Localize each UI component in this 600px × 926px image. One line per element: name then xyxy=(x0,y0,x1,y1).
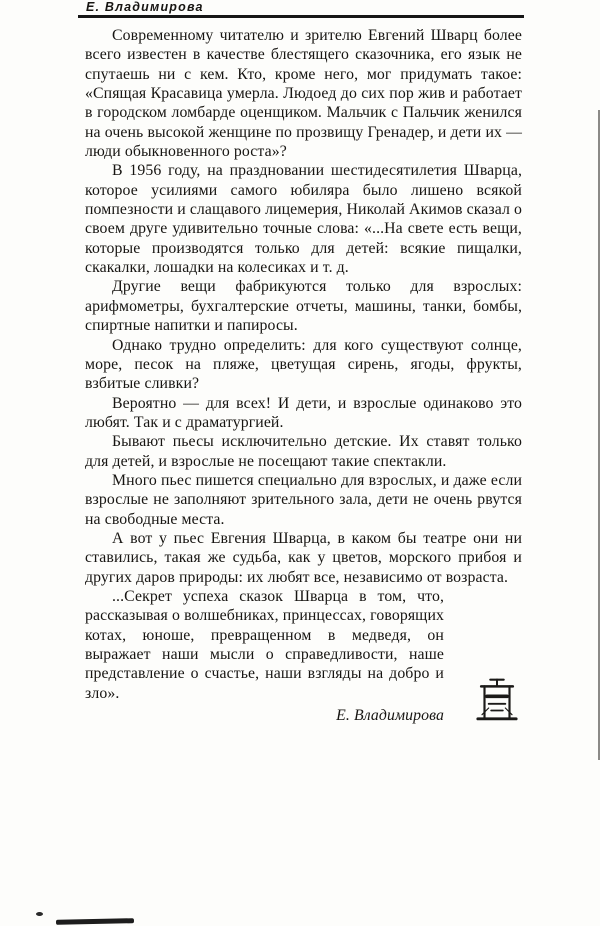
paragraph-adult-plays: Много пьес пишется специально для взрослых, и даже если взрослые не заполняют зрительного зала, дети не очень рвутся на свободные места. xyxy=(85,471,522,528)
page-header xyxy=(78,0,524,18)
header-rule xyxy=(78,15,524,18)
text-block xyxy=(85,26,522,727)
paragraph-adult-things: Другие вещи фабрикуются только для взрослых: арифмометры, бухгалтерские отчеты, машины, танки, бомбы, спиртные напитки и папиросы. xyxy=(85,278,522,335)
scan-artifact-speck xyxy=(36,912,43,916)
running-header-author: Е. Владимирова xyxy=(86,0,204,14)
paragraph-shvarts-plays: А вот у пьес Евгения Шварца, в каком бы театре они ни ставились, такая же судьба, как у цветов, морского прибоя и других даров природы: их любят все, независимо от возраста. xyxy=(85,529,522,586)
ink-stamp-icon xyxy=(472,673,522,723)
scan-artifact-bottom-streak xyxy=(56,918,134,925)
paragraph-secret: ...Секрет успеха сказок Шварца в том, что, рассказывая о волшебниках, принцессах, говорящих котах, юноше, превращенном в медведя, он выражает наши мысли о справедливости, наше представление о счастье, наши взгляды на добро и зло». xyxy=(85,587,444,702)
paragraph-intro: Современному читателю и зрителю Евгений Шварц более всего известен в качестве блестящего сказочника, его язык не спутаешь ни с кем. Кто, кроме него, мог придумать такое: «Спящая Красавица умерла. Людоед до сих пор жив и работает в городском ломбарде оценщиком. Мальчик с Пальчик женился на очень высокой женщине по прозвищу Гренадер, и дети их — люди обыкновенного роста»? xyxy=(85,27,522,161)
ink-stamp-figure xyxy=(450,587,522,727)
paragraph-children-plays: Бывают пьесы исключительно детские. Их ставят только для детей, и взрослые не посещают такие спектакли. xyxy=(85,433,522,470)
paragraph-for-all: Вероятно — для всех! И дети, и взрослые одинаково это любят. Так и с драматургией. xyxy=(85,394,522,431)
paragraph-for-whom: Однако трудно определить: для кого существуют солнце, море, песок на пляже, цветущая сирень, ягоды, фрукты, взбитые сливки? xyxy=(85,336,522,393)
paragraph-anniversary: В 1956 году, на праздновании шестидесятилетия Шварца, которое усилиями самого юбиляра было лишено всякой помпезности и слащавого лицемерия, Николай Акимов сказал о своем друге удивительно точные слова: «...На свете есть вещи, которые производятся только для детей: всякие пищалки, скакалки, лошадки на колесиках и т. д. xyxy=(85,162,522,277)
author-signature: Е. Владимирова xyxy=(336,707,444,725)
